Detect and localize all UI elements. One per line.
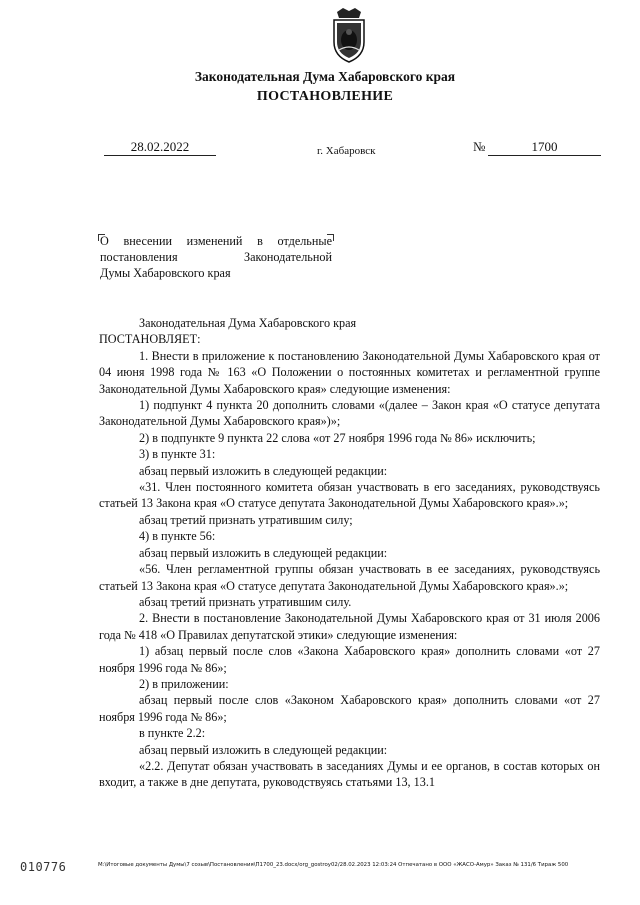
- coat-of-arms-icon: [329, 8, 369, 64]
- organization-name: Законодательная Дума Хабаровского края: [194, 69, 456, 84]
- body-paragraph: абзац третий признать утратившим силу;: [139, 512, 353, 527]
- body-paragraph: 1) абзац первый после слов «Закона Хабаровского края» дополнить словами «от 27 ноября 1996 года № 86»;: [99, 644, 600, 675]
- body-paragraph: «2.2. Депутат обязан участвовать в заседаниях Думы и ее органов, в состав которых он входит, а также в дне депутата, руководствуясь статьями 13, 13.1: [99, 758, 600, 790]
- body-paragraph: ПОСТАНОВЛЯЕТ:: [99, 332, 201, 347]
- document-body: [99, 315, 600, 791]
- body-paragraph: «56. Член регламентной группы обязан участвовать в ее заседаниях, руководствуясь статьей 13 Закона края «О статусе депутата Законодательной Думы Хабаровского края».»;: [99, 562, 600, 593]
- print-footer: M:\Итоговые документы Думы\7 созыв\Постановления\П1700_23.docx/org_gostroy02/28.02.2023 12:03:24 Отпечатано в ООО «ЖАСО-Амур» Заказ № 131/6 Тираж 500: [98, 862, 569, 868]
- body-paragraph: 2. Внести в постановление Законодательной Думы Хабаровского края от 31 июля 2006 года № 418 «О Правилах депутатской этики» следующие изменения:: [99, 611, 600, 642]
- subject-line: Думы Хабаровского края: [100, 266, 231, 280]
- body-paragraph: абзац первый после слов «Законом Хабаровского края» дополнить словами «от 27 ноября 1996 года № 86»;: [99, 693, 600, 724]
- body-paragraph: в пункте 2.2:: [139, 726, 206, 741]
- body-paragraph: 1. Внести в приложение к постановлению Законодательной Думы Хабаровского края от 04 июня 1998 года № 163 «О Положении о постоянных комитетах и регламентной группе Законодательной Думы Хабаровского края» следующие изменения:: [99, 348, 600, 396]
- body-paragraph: 2) в подпункте 9 пункта 22 слова «от 27 ноября 1996 года № 86» исключить;: [139, 430, 536, 445]
- body-paragraph: 4) в пункте 56:: [139, 529, 216, 544]
- page-serial-number: 010776: [20, 860, 67, 874]
- document-number: 1700: [488, 139, 601, 156]
- body-paragraph: Законодательная Дума Хабаровского края: [139, 316, 357, 330]
- body-paragraph: 1) подпункт 4 пункта 20 дополнить словами «(далее – Закон края «О статусе депутата Законодательной Думы Хабаровского края»)»;: [99, 398, 600, 429]
- body-paragraph: абзац первый изложить в следующей редакции:: [139, 463, 388, 478]
- document-type: ПОСТАНОВЛЕНИЕ: [256, 89, 394, 104]
- body-paragraph: абзац первый изложить в следующей редакции:: [139, 742, 388, 757]
- number-sign: №: [473, 139, 486, 154]
- document-city: г. Хабаровск: [317, 145, 376, 157]
- document-subject: [100, 233, 332, 281]
- body-paragraph: «31. Член постоянного комитета обязан участвовать в его заседаниях, руководствуясь статьей 13 Закона края «О статусе депутата Законодательной Думы Хабаровского края».»;: [99, 480, 600, 511]
- body-paragraph: 2) в приложении:: [139, 676, 229, 691]
- subject-bracket-right: [327, 234, 334, 241]
- body-paragraph: абзац первый изложить в следующей редакции:: [139, 545, 388, 560]
- body-paragraph: абзац третий признать утратившим силу.: [139, 594, 352, 609]
- subject-line: постановления Законодательной: [100, 250, 332, 264]
- subject-line: О внесении изменений в отдельные: [100, 234, 332, 248]
- body-paragraph: 3) в пункте 31:: [139, 447, 216, 462]
- subject-bracket-left: [98, 234, 105, 241]
- document-date: 28.02.2022: [104, 139, 216, 156]
